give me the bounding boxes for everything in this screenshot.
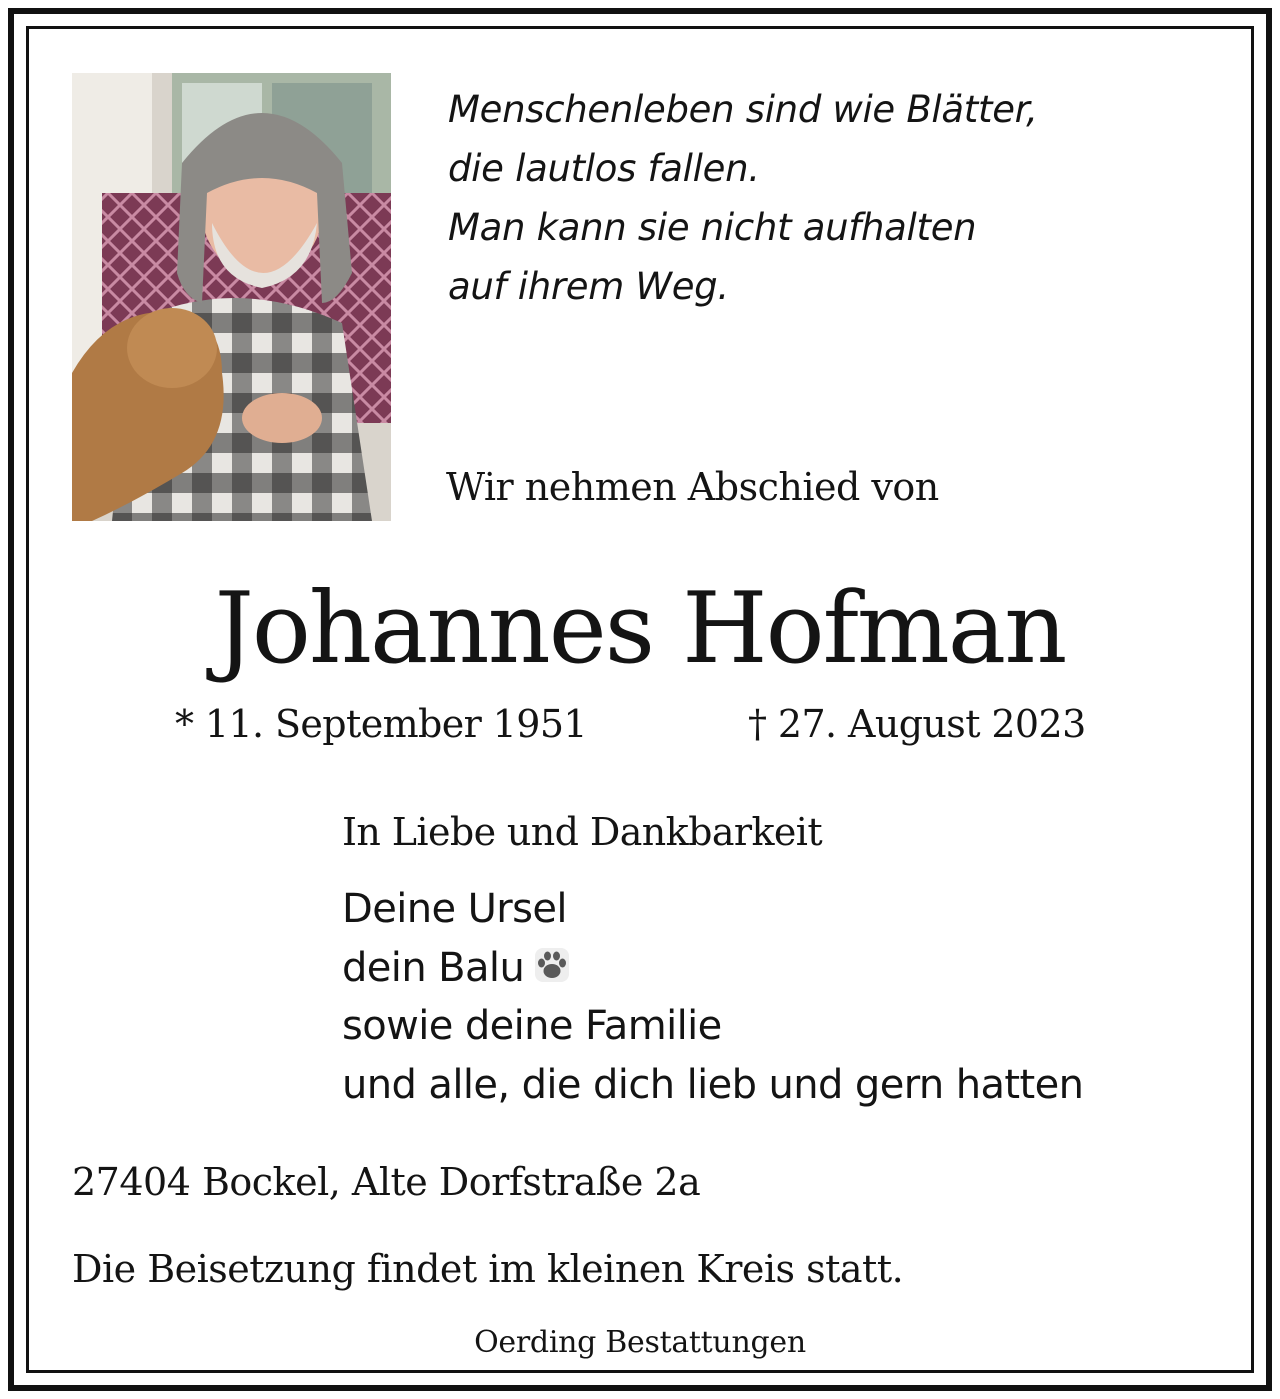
signer-text: dein Balu	[342, 944, 525, 991]
deceased-name: Johannes Hofman	[214, 572, 1066, 686]
death-date: † 27. August 2023	[748, 702, 1086, 746]
signers-list	[342, 880, 1083, 1114]
address: 27404 Bockel, Alte Dorfstraße 2a	[72, 1160, 701, 1204]
verse-line: Man kann sie nicht aufhalten	[448, 206, 977, 249]
portrait-photo	[72, 73, 391, 521]
verse-line: die lautlos fallen.	[448, 147, 760, 190]
signer-line: und alle, die dich lieb und gern hatten	[342, 1061, 1084, 1108]
verse-line: auf ihrem Weg.	[448, 265, 729, 308]
closing-phrase: In Liebe und Dankbarkeit	[342, 810, 822, 854]
verse-line: Menschenleben sind wie Blätter,	[448, 88, 1038, 131]
paw-print-icon	[532, 943, 572, 983]
verse	[448, 80, 1038, 316]
birth-date: * 11. September 1951	[175, 702, 587, 746]
burial-note: Die Beisetzung findet im kleinen Kreis statt.	[72, 1247, 904, 1291]
farewell-intro: Wir nehmen Abschied von	[446, 465, 939, 509]
signer-line-with-paw	[342, 939, 1083, 998]
undertaker-name: Oerding Bestattungen	[474, 1325, 806, 1360]
signer-line: sowie deine Familie	[342, 1003, 722, 1049]
signer-line: Deine Ursel	[342, 886, 567, 932]
